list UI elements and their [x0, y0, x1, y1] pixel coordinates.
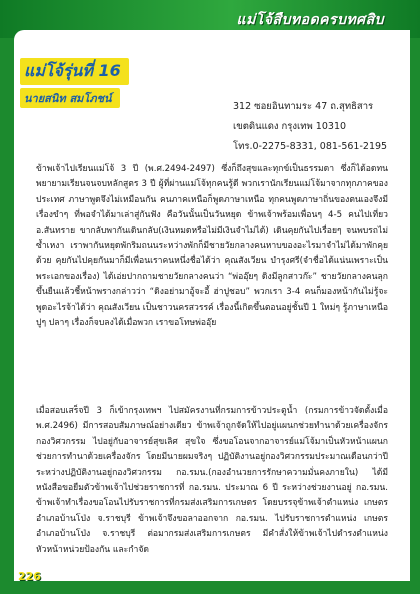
article-heading	[20, 58, 129, 108]
author-address	[233, 97, 387, 157]
address-line: เขตดินแดง กรุงเทพ 10310	[233, 121, 347, 132]
address-line: 312 ซอยอินทามระ 47 ถ.สุทธิสาร	[233, 101, 374, 112]
bottom-band	[0, 582, 420, 594]
article-title: แม่โจ้รุ่นที่ 16	[20, 58, 129, 85]
page-number: 226	[18, 570, 41, 583]
author-name: นายสนิท สมโภชน์	[20, 88, 120, 108]
address-line: โทร.0-2275-8331, 081-561-2195	[233, 141, 388, 152]
running-header-title: แม่โจ้สืบทอดครบทศสิบ	[236, 12, 384, 28]
body-paragraph: ข้าพเจ้าไปเรียนแม่โจ้ 3 ปี (พ.ศ.2494-2497) ซึ่งก็ถึงสุขและทุกข์เป็นธรรมดา ซึ่งก็ได้อดทนพยายามเรียนจนจบหลักสูตร 3 ปี ผู้ที่ผ่านแม่โจ้ทุกคนรู้ดี พวกเรานักเรียนแม่โจ้มาจากทุกภาคของประเทศ ภาษาพูดจึงไม่เหมือนกัน คนภาคเหนือก็พูดภาษาเหนือ ทุกคนพูดภาษาถิ่นของตนเองจึงมีเรื่องขำๆ ที่พอจำได้มาเล่าสู่กันฟัง คือวันนั้นเป็นวันหยุด ข้าพเจ้าพร้อมเพื่อนๆ 4-5 คนไปเที่ยว อ.สันทราย ขากลับพากันเดินกลับ(เงินหมดหรือไม่มีเงินจำไม่ได้) เดินคุยกันไปเรื่อยๆ จนพบรถไม่ซ้ำเหงา เราพากันหยุดพักริมถนนระหว่างพักก็มีชายวัยกลางคนหาบของอะไรมาจำไม่ได้มาพักคุยด้วย คุยกันไปคุยกันมาก็มีเพื่อนเราคนหนึ่งชื่อได้ว่า คุณสังเวียน บำรุงศรี(จำชื่อได้แน่นเพราะเป็นพระเอกของเรื่อง) ได้เอ่ยปากถามชายวัยกลางคนว่า “พ่ออุ๊ยๆ ดิงมีลูกสาวก๊ะ” ชายวัยกลางคนลุกขึ้นยืนแล้วชี้หน้าพรางกล่าวว่า “ดิงอย่ามาอู้จะอี้ ฮ่าปูชอบ” พวกเรา 3-4 คนก็มองหน้ากันไม่รู้จะพูดอะไรจ้าได้ว่า คุณสังเวียน เป็นชาวนครสวรรค์ เรื่องนี้เกิดขึ้นตอนอยู่ชั้นปี 1 ใหม่ๆ รู้ภาษาเหนือปูๆ ปลาๆ เรื่องก็จบลงได้เมื่อพวก เราขอโทษพ่ออุ๊ย	[36, 164, 388, 329]
body-paragraph: เมื่อสอบเสร็จปี 3 ก็เข้ากรุงเทพฯ ไปสมัครงานที่กรมการข้าวประตูน้ำ (กรมการข้าวจัดตั้งเมื่อ พ.ศ.2496) มีการสอบสัมภาษณ์อย่างเดียว ข้าพเจ้าถูกจัดให้ไปอยู่แผนกช่วยทำนาด้วยเครื่องจักร กองวิศวกรรม ไปอยู่กับอาจารย์สุขเลิศ สุขใจ ซึ่งขอโอนจากอาจารย์แม่โจ้มาเป็นหัวหน้าแผนกช่วยการทำนาด้วยเครื่องจักร โดยมีนายผมจริงๆ ปฏิบัติงานอยู่กองวิศวกรรมประมาณเดือนกว่าปี ระหว่างปฏิบัติงานอยู่กองวิศวกรรม กอ.รมน.(กองอำนวยการรักษาความมั่นคงภายใน) ได้มีหนังสือขอยืมตัวข้าพเจ้าไปช่วยราชการที่ กอ.รมน. ประมาณ 6 ปี ระหว่างช่วยงานอยู่ กอ.รมน. ข้าพเจ้าทำเรื่องขอโอนไปรับราชการที่กรมส่งเสริมการเกษตร โดยบรรจุข้าพเจ้าตำแหน่ง เกษตรอำเภอบ้านโป่ง จ.ราชบุรี ข้าพเจ้าจึงขอลาออกจาก กอ.รมน. ไปรับราชการตำแหน่ง เกษตรอำเภอบ้านโป่ง จ.ราชบุรี ต่อมากรมส่งเสริมการเกษตร มีคำสั่งให้ข้าพเจ้าไปดำรงตำแหน่ง หัวหน้าหน่วยป้องกัน และกำจัด	[36, 406, 388, 555]
